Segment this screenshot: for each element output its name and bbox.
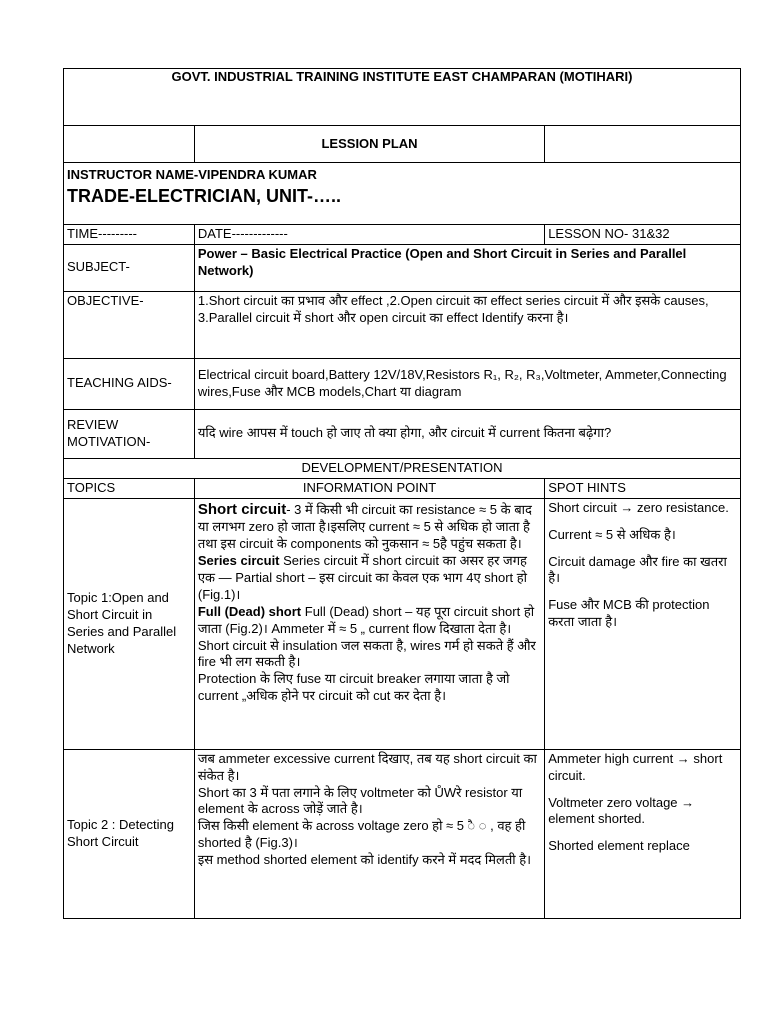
topic1-heading: Short circuit xyxy=(197,500,287,518)
instructor-name: INSTRUCTOR NAME-VIPENDRA KUMAR xyxy=(67,167,317,182)
objective-value: 1.Short circuit का प्रभाव और effect ,2.Open circuit का effect series circuit में और इसके causes, 3.Parallel circuit में short और open circuit का effect Identify करना है। xyxy=(194,291,740,358)
topic2-spot-hints xyxy=(545,749,741,918)
blank-cell xyxy=(64,126,195,163)
topic1-info xyxy=(194,498,544,749)
subject-label: SUBJECT- xyxy=(64,244,195,291)
blank-cell xyxy=(545,126,741,163)
objective-label: OBJECTIVE- xyxy=(64,291,195,358)
teaching-aids-label: TEACHING AIDS- xyxy=(64,358,195,409)
spot-hint: Fuse और MCB की protection करता जाता है। xyxy=(548,597,710,630)
review-value: यदि wire आपस में touch हो जाए तो क्या होगा, और circuit में current कितना बढ़ेगा? xyxy=(194,409,740,458)
institute-title: GOVT. INDUSTRIAL TRAINING INSTITUTE EAST CHAMPARAN (MOTIHARI) xyxy=(64,69,741,126)
topic1-title: Topic 1:Open and Short Circuit in Series and Parallel Network xyxy=(64,498,195,749)
topic1-line-3: Full (Dead) short – यह पूरा circuit short हो जाता (Fig.2)। Ammeter में ≈ 5 „ current flow दिखाता देता है। xyxy=(197,603,535,636)
col-spot-header: SPOT HINTS xyxy=(545,478,741,498)
instructor-cell xyxy=(64,163,741,225)
lesson-plan-table xyxy=(63,68,741,919)
topic1-line-2: Series circuit में short circuit का असर हर जगह एक — Partial short – इस circuit का केवल एक भाग 4ए short हो (Fig.1)। xyxy=(197,553,528,602)
col-info-header: INFORMATION POINT xyxy=(194,478,544,498)
spot-hint: Voltmeter zero voltage → element shorted. xyxy=(548,794,695,827)
spot-hint: Current ≈ 5 से अधिक है। xyxy=(548,526,676,542)
spot-hint: Short circuit → zero resistance. xyxy=(548,499,729,515)
lesson-no-field: LESSON NO- 31&32 xyxy=(545,225,741,245)
teaching-aids-value: Electrical circuit board,Battery 12V/18V,Resistors R₁, R₂, R₃,Voltmeter, Ammeter,Connecting wires,Fuse और MCB models,Chart या diagram xyxy=(194,358,740,409)
spot-hint: Circuit damage और fire का खतरा है। xyxy=(548,553,727,586)
date-field: DATE------------- xyxy=(194,225,544,245)
topic1-line-1: - 3 में किसी भी circuit का resistance ≈ 5 के बाद या लगभग zero हो जाता है।इसलिए current ≈ 5 से अधिक हो जाता है तथा इस circuit के components को नुकसान ≈ 5है पहुंच सकता है। xyxy=(197,501,532,552)
spot-hint: Shorted element replace xyxy=(548,838,690,854)
development-heading: DEVELOPMENT/PRESENTATION xyxy=(64,458,741,478)
full-short-label: Full (Dead) short xyxy=(197,603,302,619)
topic2-line-5: इस method shorted element को identify करने में मदद मिलती है। xyxy=(197,852,532,868)
review-label: REVIEW MOTIVATION- xyxy=(64,409,195,458)
topic1-line-6: current „अधिक होने पर circuit को cut कर देता है। xyxy=(197,688,447,704)
series-label: Series circuit xyxy=(197,553,280,569)
topic2-title: Topic 2 : Detecting Short Circuit xyxy=(64,749,195,918)
col-topics-header: TOPICS xyxy=(64,478,195,498)
topic1-spot-hints xyxy=(545,498,741,749)
topic2-line-1: जब ammeter excessive current दिखाए, तब यह short circuit का संकेत है। xyxy=(197,750,537,783)
trade-unit: TRADE-ELECTRICIAN, UNIT-….. xyxy=(67,185,341,206)
topic2-info xyxy=(194,749,544,918)
spot-hint: Ammeter high current → short circuit. xyxy=(548,750,723,783)
topic1-line-5: Protection के लिए fuse या circuit breaker लगाया जाता है जो xyxy=(197,671,510,687)
topic2-line-3: element के across जोड़ें जाते है। xyxy=(197,801,363,817)
topic1-line-4: Short circuit से insulation जल सकता है, wires गर्म हो सकते हैं और fire भी लग सकती है। xyxy=(197,637,536,670)
lesson-plan-title: LESSION PLAN xyxy=(194,126,544,163)
time-field: TIME--------- xyxy=(64,225,195,245)
topic2-line-2: Short का 3 में पता लगाने के लिए voltmeter को ŮWरे resistor या xyxy=(197,784,523,800)
topic2-line-4: जिस किसी element के across voltage zero हो ≈ 5 ै ◌ , वह ही shorted है (Fig.3)। xyxy=(197,818,526,851)
subject-value: Power – Basic Electrical Practice (Open and Short Circuit in Series and Parallel Network) xyxy=(194,244,740,291)
